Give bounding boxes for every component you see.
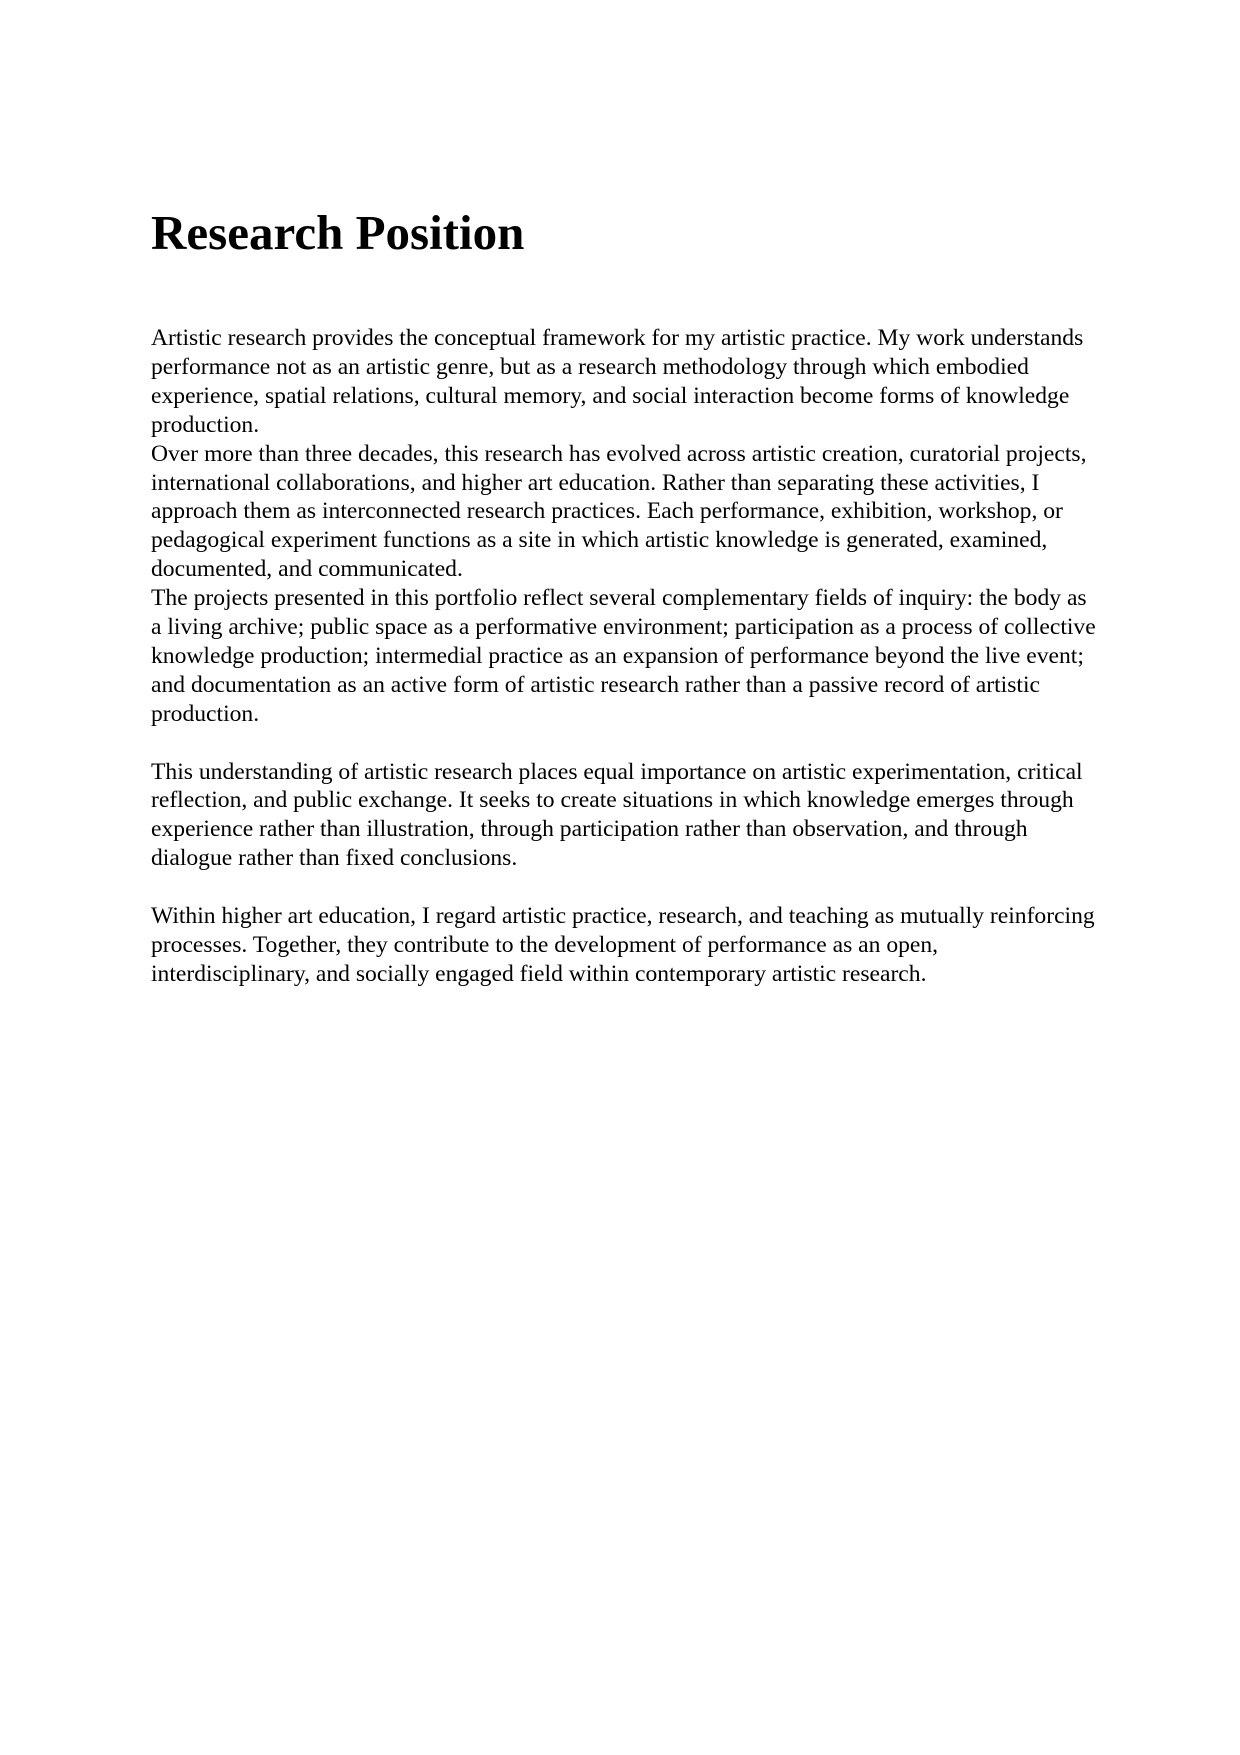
paragraph-5: Within higher art education, I regard artistic practice, research, and teaching as mutually reinforcing processes. Together, they contribute to the development of performance as an open, interdisciplinary, and socially engaged field within contemporary artistic research.	[151, 903, 1095, 987]
paragraph-4: This understanding of artistic research places equal importance on artistic experimentation, critical reflection, and public exchange. It seeks to create situations in which knowledge emerges through experience rather than illustration, through participation rather than observation, and through dialogue rather than fixed conclusions.	[151, 758, 1083, 872]
document-body	[151, 324, 1096, 989]
paragraph-1: Artistic research provides the conceptual framework for my artistic practice. My work understands performance not as an artistic genre, but as a research methodology through which embodied experience, spatial relations, cultural memory, and social interaction become forms of knowledge production.	[151, 325, 1084, 438]
page-title: Research Position	[151, 205, 525, 260]
paragraph-3: The projects presented in this portfolio reflect several complementary fields of inquiry: the body as a living archive; public space as a performative environment; participation as a process of collective knowledge production; intermedial practice as an expansion of performance beyond the live event; and documentation as an active form of artistic research rather than a passive record of artistic production.	[151, 585, 1096, 727]
paragraph-2: Over more than three decades, this research has evolved across artistic creation, curatorial projects, international collaborations, and higher art education. Rather than separating these activities, I approach them as interconnected research practices. Each performance, exhibition, workshop, or pedagogical experiment functions as a site in which artistic knowledge is generated, examined, documented, and communicated.	[151, 440, 1087, 583]
